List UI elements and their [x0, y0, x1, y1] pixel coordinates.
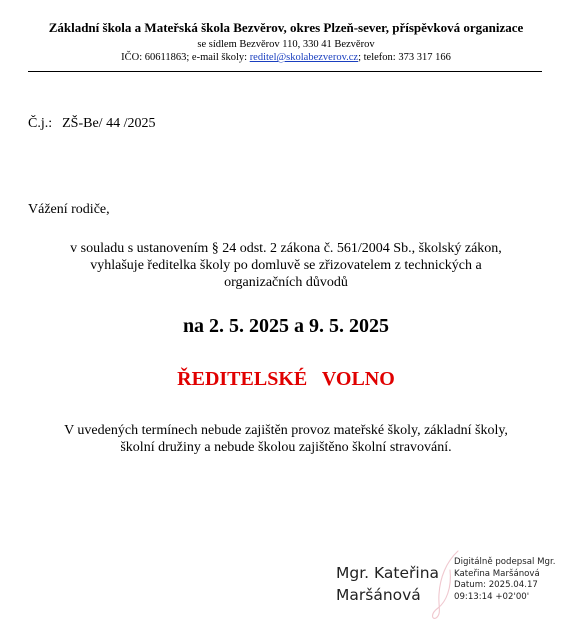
school-contact — [0, 52, 572, 63]
school-address: se sídlem Bezvěrov 110, 330 41 Bezvěrov — [197, 39, 375, 50]
intro-line: organizačních důvodů — [224, 275, 348, 290]
reference-number — [28, 116, 155, 132]
reference-label: Č.j.: — [28, 116, 53, 131]
email-link[interactable]: reditel@skolabezverov.cz — [249, 52, 359, 63]
notice-line: V uvedených termínech nebude zajištěn provoz mateřské školy, základní školy, — [64, 423, 508, 438]
reference-value: ZŠ-Be/ 44 /2025 — [62, 116, 156, 131]
signature-details — [454, 557, 555, 603]
signer-name-line: Maršánová — [336, 586, 421, 604]
intro-line: vyhlašuje ředitelka školy po domluvě se zřizovatelem z technických a — [90, 258, 482, 273]
header-divider — [28, 71, 542, 72]
signer-name — [336, 562, 439, 606]
contact-suffix: ; telefon: 373 317 166 — [358, 52, 451, 63]
contact-prefix: IČO: 60611863; e-mail školy: — [121, 52, 250, 63]
signature-detail-line: Datum: 2025.04.17 — [454, 580, 538, 591]
greeting: Vážení rodiče, — [28, 202, 110, 217]
intro-paragraph — [0, 240, 572, 291]
notice-line: školní družiny a nebude školou zajištěno školní stravování. — [120, 440, 452, 455]
notice-paragraph — [0, 422, 572, 456]
signer-name-line: Mgr. Kateřina — [336, 564, 440, 582]
announcement-title: ŘEDITELSKÉ VOLNO — [177, 368, 395, 390]
school-name-heading: Základní škola a Mateřská škola Bezvěrov, okres Plzeň-sever, příspěvková organizace — [48, 20, 524, 35]
signature-detail-line: Kateřina Maršánová — [454, 568, 540, 579]
holiday-dates: na 2. 5. 2025 a 9. 5. 2025 — [182, 315, 390, 337]
intro-line: v souladu s ustanovením § 24 odst. 2 zákona č. 561/2004 Sb., školský zákon, — [70, 241, 502, 256]
signature-detail-line: 09:13:14 +02'00' — [454, 591, 530, 602]
signature-detail-line: Digitálně podepsal Mgr. — [454, 557, 556, 567]
